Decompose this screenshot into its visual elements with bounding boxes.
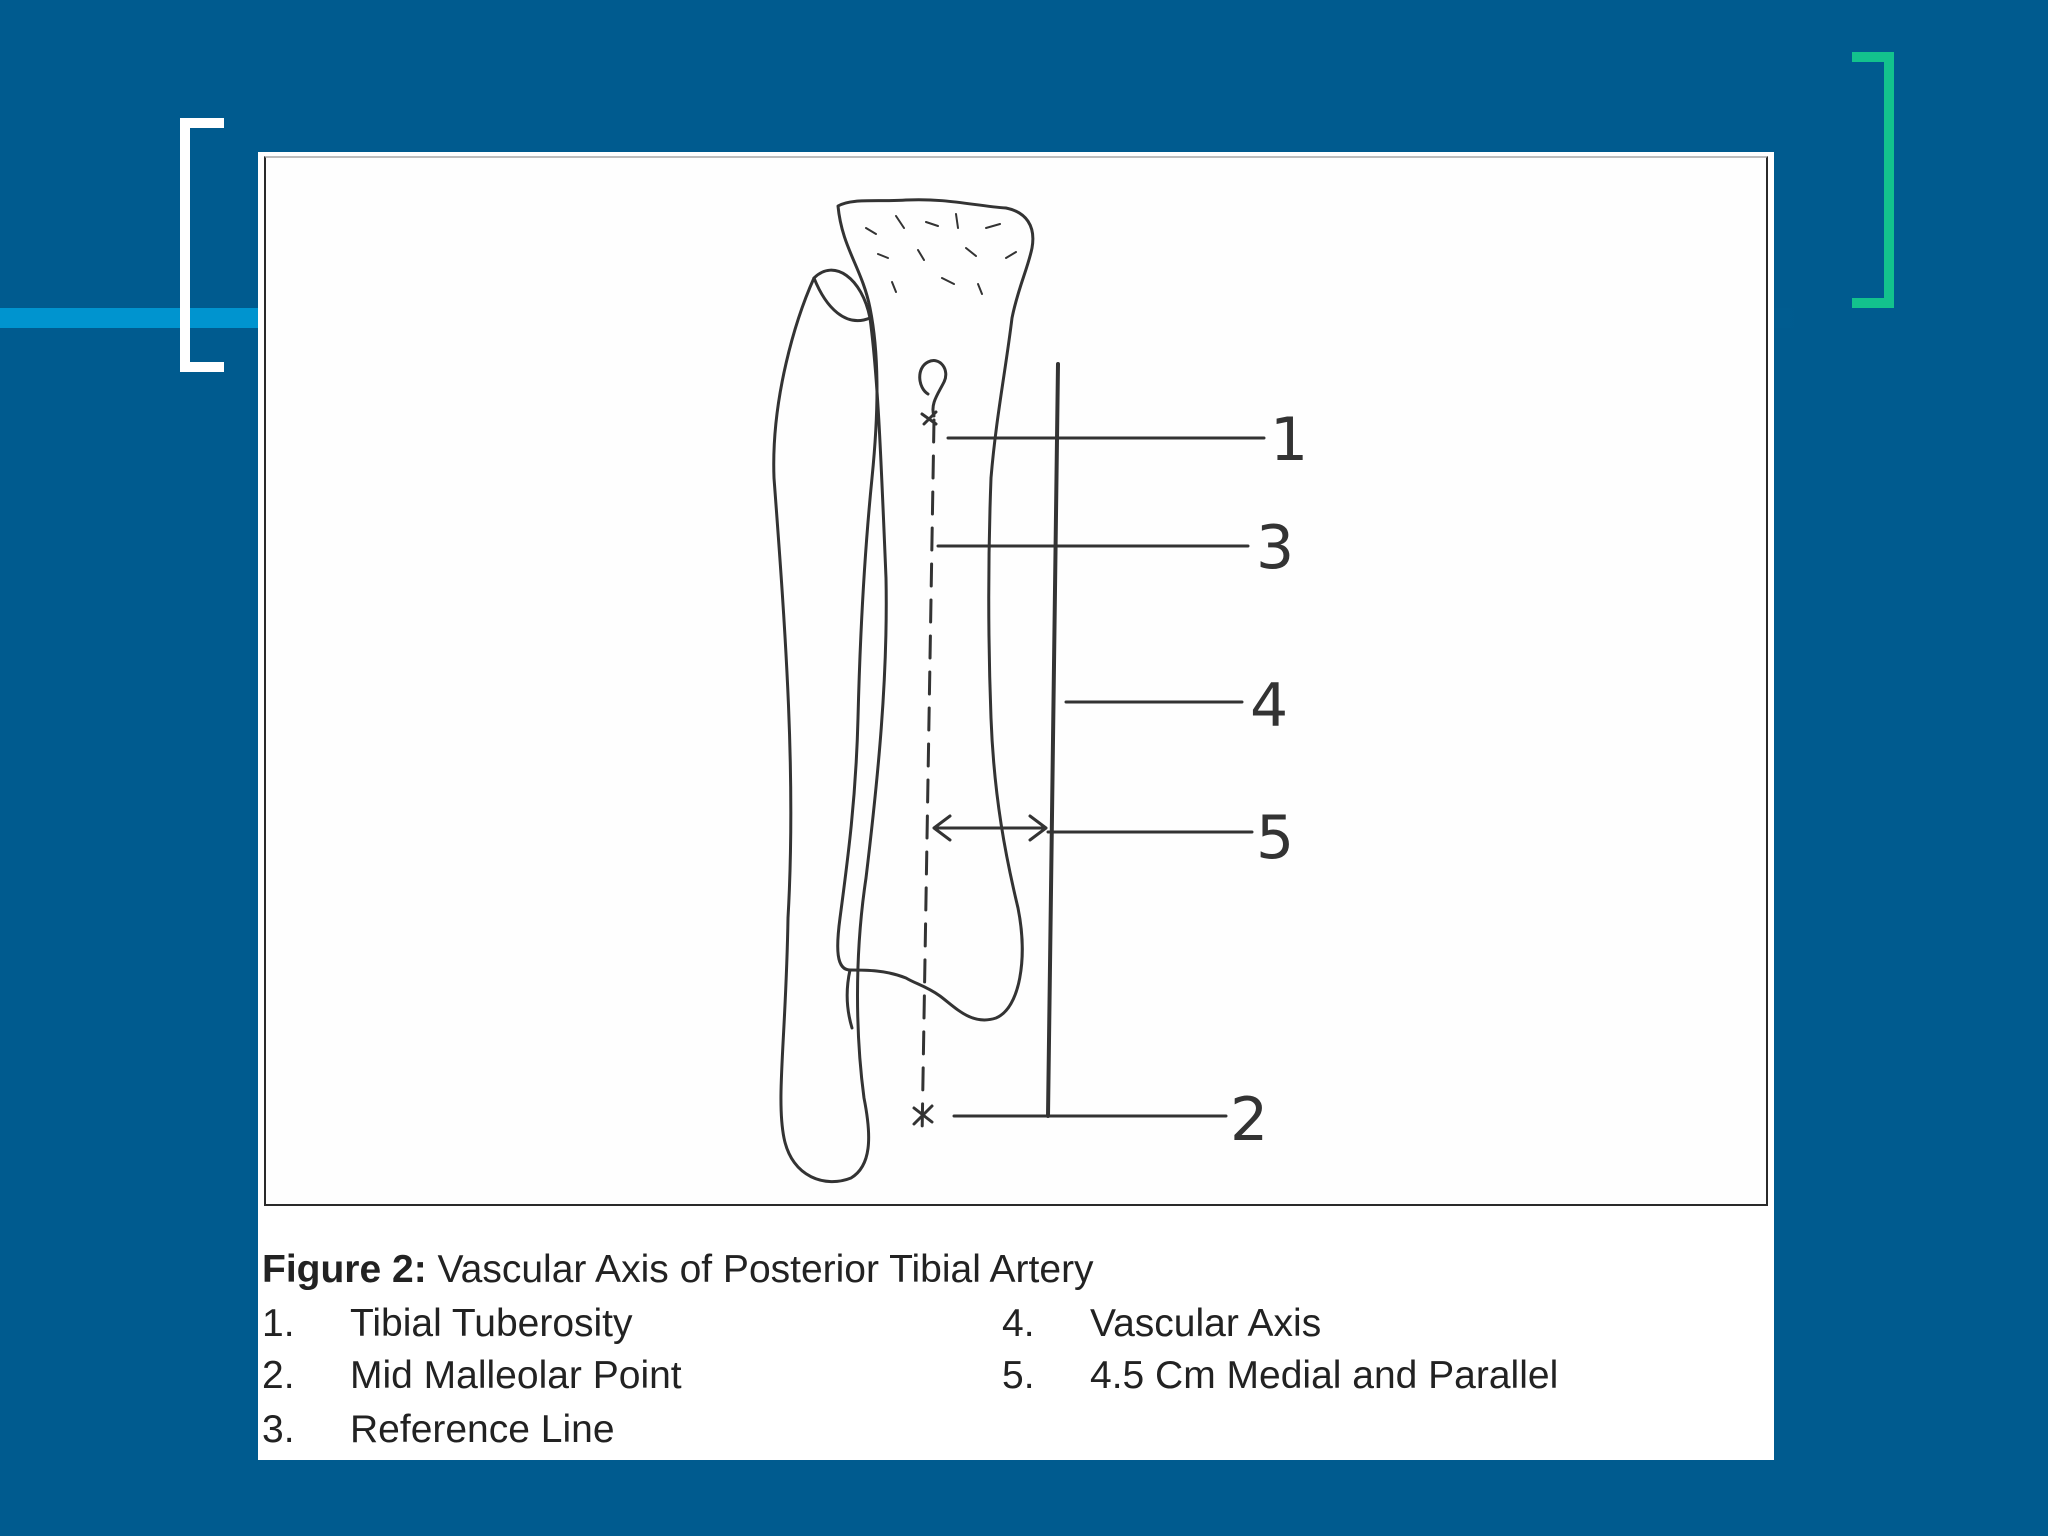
- figure-caption: [262, 1248, 1094, 1292]
- callout-number: 4: [1250, 671, 1289, 741]
- offset-arrow: [934, 816, 1046, 840]
- left-bracket-decoration: [180, 118, 224, 372]
- reference-line: [922, 420, 934, 1138]
- legend-text: Reference Line: [350, 1408, 615, 1451]
- right-bracket-decoration: [1852, 52, 1894, 308]
- legend-number: 2.: [262, 1354, 295, 1397]
- fibula-head-detail: [814, 278, 870, 321]
- legend-text: Tibial Tuberosity: [350, 1302, 633, 1345]
- legend-text: Mid Malleolar Point: [350, 1354, 682, 1397]
- legend-number: 5.: [1002, 1354, 1035, 1397]
- tibial-tuberosity-mark: [920, 361, 946, 424]
- tibia-malleolus-detail: [847, 970, 852, 1028]
- tibia-outline: [838, 200, 1033, 1020]
- callout-number: 2: [1230, 1085, 1269, 1155]
- legend-text: 4.5 Cm Medial and Parallel: [1090, 1354, 1559, 1397]
- legend-text: Vascular Axis: [1090, 1302, 1322, 1345]
- callout-number: 3: [1256, 513, 1295, 583]
- figure-frame: [264, 156, 1768, 1206]
- plateau-texture: [866, 214, 1016, 294]
- legend-number: 1.: [262, 1302, 295, 1345]
- caption-text: Vascular Axis of Posterior Tibial Artery: [437, 1248, 1094, 1291]
- tibia-fibula-diagram: [266, 158, 1766, 1204]
- legend-number: 4.: [1002, 1302, 1035, 1345]
- callout-number: 1: [1270, 405, 1309, 475]
- figure-panel: [258, 152, 1774, 1460]
- fibula-outline: [774, 270, 887, 1181]
- callout-number: 5: [1256, 803, 1295, 873]
- caption-label: Figure 2:: [262, 1248, 427, 1291]
- vascular-axis-line: [1048, 364, 1058, 1116]
- legend-number: 3.: [262, 1408, 295, 1451]
